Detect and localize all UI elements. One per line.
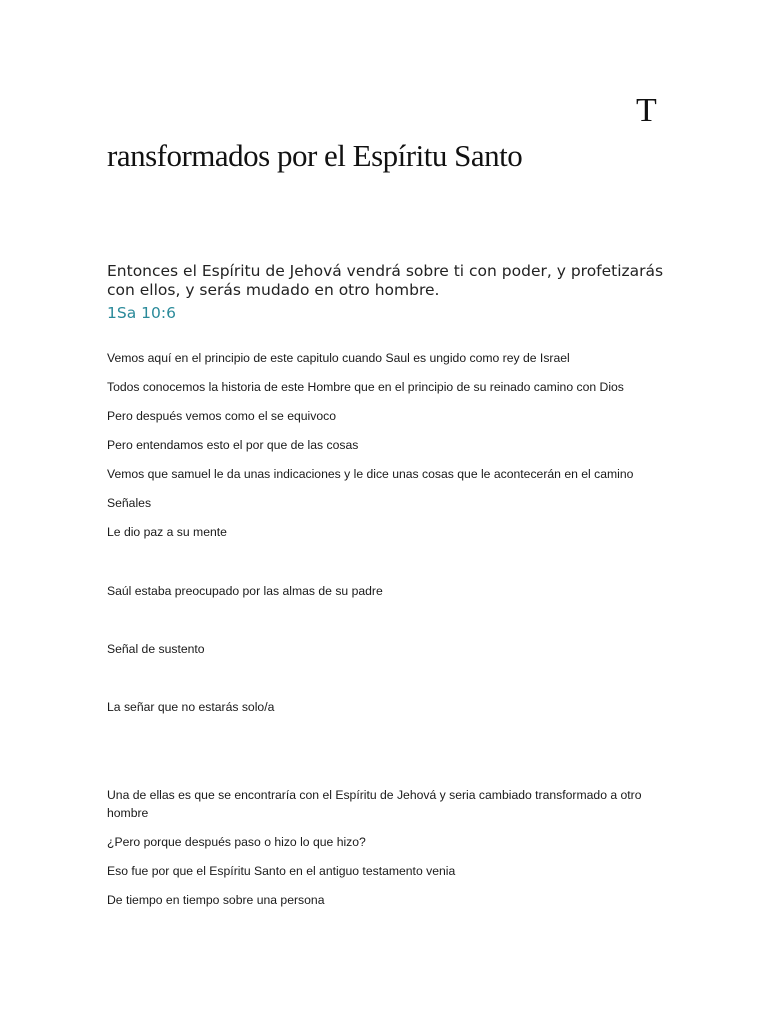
paragraph: Le dio paz a su mente [107, 525, 227, 539]
bible-verse: Entonces el Espíritu de Jehová vendrá sobre ti con poder, y profetizarás con ellos, y serás mudado en otro hombre. [107, 262, 664, 299]
paragraph: Vemos aquí en el principio de este capitulo cuando Saul es ungido como rey de Israel [107, 351, 570, 365]
title-dropcap: T [636, 92, 657, 129]
paragraph: Eso fue por que el Espíritu Santo en el antiguo testamento venia [107, 864, 456, 878]
paragraph: Todos conocemos la historia de este Hombre que en el principio de su reinado camino con Dios [107, 380, 624, 394]
paragraph: La señar que no estarás solo/a [107, 700, 275, 714]
paragraph: Señal de sustento [107, 642, 205, 656]
paragraph: Señales [107, 496, 152, 510]
verse-reference: 1Sa 10:6 [107, 304, 176, 322]
paragraph: Pero entendamos esto el por que de las cosas [107, 438, 359, 452]
paragraph: Vemos que samuel le da unas indicaciones y le dice unas cosas que le acontecerán en el camino [107, 467, 634, 481]
paragraph: De tiempo en tiempo sobre una persona [107, 893, 325, 907]
paragraph: Saúl estaba preocupado por las almas de su padre [107, 584, 383, 598]
paragraph: ¿Pero porque después paso o hizo lo que hizo? [107, 835, 366, 849]
paragraph: Pero después vemos como el se equivoco [107, 409, 336, 423]
paragraph: Una de ellas es que se encontraría con el Espíritu de Jehová y seria cambiado transformado a otro hombre [107, 788, 642, 820]
page-title: ransformados por el Espíritu Santo [107, 138, 523, 173]
